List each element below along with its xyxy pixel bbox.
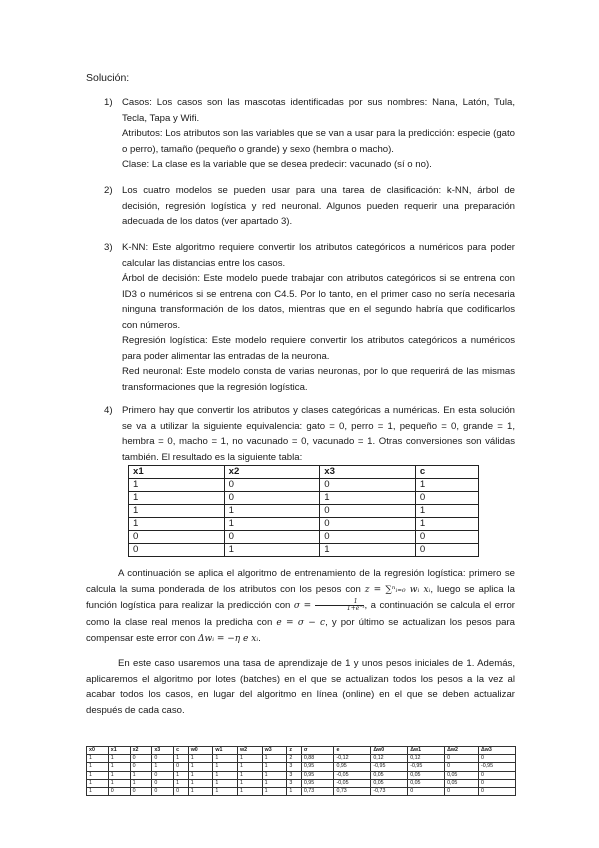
table-cell: -0,05 bbox=[334, 779, 371, 787]
table-cell: 1 bbox=[188, 787, 213, 795]
learning-rate-paragraph bbox=[86, 656, 515, 718]
table-cell: 0,05 bbox=[445, 771, 479, 779]
table-cell: 0 bbox=[152, 779, 174, 787]
table-cell: 1 bbox=[108, 779, 130, 787]
table-cell: 1 bbox=[188, 779, 213, 787]
table-cell: 0 bbox=[320, 505, 416, 518]
table-row bbox=[129, 531, 479, 544]
training-text-2: , luego se aplica la función logística para realizar la predicción con bbox=[86, 583, 515, 611]
item-3-regresion: Regresión logística: Este modelo requiere convertir los atributos categóricos a numéricos para poder alimentar las entradas de la neurona. bbox=[122, 335, 515, 362]
table-cell: 1 bbox=[174, 779, 189, 787]
table-cell: 0 bbox=[479, 779, 516, 787]
table-cell: 1 bbox=[262, 779, 287, 787]
solution-heading: Solución: bbox=[86, 72, 130, 84]
item-number: 4) bbox=[104, 405, 113, 416]
list-item-2 bbox=[104, 183, 515, 230]
column-header: w3 bbox=[262, 747, 287, 755]
table-cell: 0,05 bbox=[371, 771, 408, 779]
table-cell: 1 bbox=[174, 755, 189, 763]
list-item-3 bbox=[104, 240, 515, 395]
column-header: e bbox=[334, 747, 371, 755]
table-cell: 1 bbox=[129, 492, 225, 505]
table-cell: 1 bbox=[87, 763, 109, 771]
table-cell: 1 bbox=[87, 771, 109, 779]
table-cell: 0,05 bbox=[408, 771, 445, 779]
table-cell: -0,73 bbox=[371, 787, 408, 795]
item-1-casos: Casos: Los casos son las mascotas identificadas por sus nombres: Nana, Latón, Tula, Tecla, Tapa y Wifi. bbox=[122, 97, 515, 124]
item-2-text: Los cuatro modelos se pueden usar para una tarea de clasificación: k-NN, árbol de decisión, regresión logística y red neuronal. Algunos pueden requerir una preparación adecuada de los datos (ver apartado 3). bbox=[122, 185, 515, 227]
column-header: x2 bbox=[224, 466, 320, 479]
learning-rate-text: En este caso usaremos una tasa de aprendizaje de 1 y unos pesos iniciales de 1. Además, aplicaremos el algoritmo por lotes (batches) en el que se actualizan todos los pesos a la vez al acabar todos los casos, en lugar del algoritmo en línea (online) en el que se deben actualizar después de cada caso. bbox=[86, 658, 515, 716]
table-cell: 0,95 bbox=[334, 763, 371, 771]
table-cell: 1 bbox=[213, 755, 238, 763]
item-3-knn: K-NN: Este algoritmo requiere convertir los atributos categóricos a numéricos para poder calcular las distancias entre los casos. bbox=[122, 242, 515, 269]
column-header: x1 bbox=[108, 747, 130, 755]
table-cell: 0,73 bbox=[301, 787, 334, 795]
table-cell: 0 bbox=[108, 787, 130, 795]
table-cell: 1 bbox=[213, 779, 238, 787]
table-cell: 0,05 bbox=[445, 779, 479, 787]
table-cell: 1 bbox=[287, 787, 302, 795]
table-cell: 0 bbox=[320, 518, 416, 531]
table-cell: 3 bbox=[287, 779, 302, 787]
table-cell: 0,95 bbox=[301, 779, 334, 787]
list-item-1 bbox=[104, 95, 515, 173]
table-cell: 0 bbox=[408, 787, 445, 795]
training-table bbox=[86, 746, 516, 796]
table-header-row bbox=[129, 466, 479, 479]
table-cell: 0,12 bbox=[408, 755, 445, 763]
item-3-arbol: Árbol de decisión: Este modelo puede trabajar con atributos categóricos si se entrena con ID3 o numéricos si se entrena con C4.5. Por lo tanto, en el primer caso no sería necesaria ninguna transformación de los datos, mientras que en el segundo habría que codificarlos con números. bbox=[122, 273, 515, 331]
training-text-4: , y por último se actualizan los pesos para compensar este error con bbox=[86, 616, 515, 644]
table-cell: 0,05 bbox=[371, 779, 408, 787]
table-row bbox=[129, 518, 479, 531]
column-header: Δw0 bbox=[371, 747, 408, 755]
table-cell: 1 bbox=[130, 771, 152, 779]
table-cell: 1 bbox=[129, 518, 225, 531]
table-cell: 0 bbox=[479, 771, 516, 779]
training-text-5: . bbox=[258, 633, 261, 644]
table-cell: 0 bbox=[224, 492, 320, 505]
column-header: w0 bbox=[188, 747, 213, 755]
column-header: w1 bbox=[213, 747, 238, 755]
table-cell: 0 bbox=[320, 531, 416, 544]
item-number: 3) bbox=[104, 242, 113, 253]
column-header: Δw1 bbox=[408, 747, 445, 755]
table-cell: 0 bbox=[415, 531, 478, 544]
table-row bbox=[87, 763, 516, 771]
table-cell: 1 bbox=[415, 518, 478, 531]
column-header: x1 bbox=[129, 466, 225, 479]
table-row bbox=[87, 787, 516, 795]
column-header: x0 bbox=[87, 747, 109, 755]
column-header: z bbox=[287, 747, 302, 755]
table-row bbox=[87, 779, 516, 787]
item-number: 1) bbox=[104, 97, 113, 108]
table-cell: 3 bbox=[287, 771, 302, 779]
table-cell: -0,95 bbox=[371, 763, 408, 771]
update-equation: Δwᵢ = −η e xᵢ bbox=[197, 634, 259, 644]
table-cell: 0 bbox=[152, 787, 174, 795]
table-cell: 3 bbox=[287, 763, 302, 771]
table-cell: 1 bbox=[87, 787, 109, 795]
table-cell: 1 bbox=[152, 763, 174, 771]
column-header: x3 bbox=[152, 747, 174, 755]
table-cell: 1 bbox=[238, 779, 263, 787]
table-row bbox=[87, 755, 516, 763]
table-cell: 2 bbox=[287, 755, 302, 763]
table-cell: 0 bbox=[130, 755, 152, 763]
table-cell: 1 bbox=[129, 505, 225, 518]
table-cell: 1 bbox=[238, 763, 263, 771]
table-cell: 0,95 bbox=[301, 771, 334, 779]
table-cell: 1 bbox=[320, 492, 416, 505]
table-cell: 0,12 bbox=[371, 755, 408, 763]
table-cell: 1 bbox=[87, 755, 109, 763]
table-cell: 0 bbox=[479, 787, 516, 795]
table-cell: 1 bbox=[320, 544, 416, 557]
table-cell: 0 bbox=[415, 492, 478, 505]
table-cell: 0 bbox=[129, 531, 225, 544]
column-header: w2 bbox=[238, 747, 263, 755]
table-row bbox=[129, 492, 479, 505]
column-header: x2 bbox=[130, 747, 152, 755]
table-row bbox=[129, 479, 479, 492]
table-cell: 0 bbox=[174, 787, 189, 795]
table-cell: 1 bbox=[188, 771, 213, 779]
table-cell: 0,95 bbox=[301, 763, 334, 771]
table-cell: 1 bbox=[174, 771, 189, 779]
table-cell: 1 bbox=[262, 771, 287, 779]
item-number: 2) bbox=[104, 185, 113, 196]
table-cell: 1 bbox=[129, 479, 225, 492]
table-cell: 0 bbox=[415, 544, 478, 557]
table-cell: 0 bbox=[152, 755, 174, 763]
table-cell: 1 bbox=[108, 771, 130, 779]
table-cell: 0,05 bbox=[408, 779, 445, 787]
training-text-3: , a continuación se calcula el error como la clase real menos la predicha con bbox=[86, 600, 515, 628]
table-cell: 0 bbox=[174, 763, 189, 771]
table-cell: 1 bbox=[224, 505, 320, 518]
item-1-clase: Clase: La clase es la variable que se desea predecir: vacunado (sí o no). bbox=[122, 159, 432, 170]
table-cell: 1 bbox=[224, 518, 320, 531]
table-cell: 0 bbox=[320, 479, 416, 492]
weighted-sum-equation: z = ∑ⁿᵢ₌₀ wᵢ xᵢ bbox=[364, 584, 431, 595]
table-cell: 1 bbox=[188, 763, 213, 771]
table-row bbox=[87, 771, 516, 779]
table-cell: 1 bbox=[87, 779, 109, 787]
table-header-row bbox=[87, 747, 516, 755]
table-cell: 0 bbox=[479, 755, 516, 763]
table-cell: -0,05 bbox=[334, 771, 371, 779]
table-cell: 1 bbox=[415, 479, 478, 492]
list-item-4 bbox=[104, 403, 515, 465]
table-cell: 0 bbox=[152, 771, 174, 779]
table-cell: 1 bbox=[213, 763, 238, 771]
table-cell: 1 bbox=[224, 544, 320, 557]
training-paragraph bbox=[86, 566, 515, 648]
table-cell: 1 bbox=[108, 755, 130, 763]
table-cell: 0 bbox=[129, 544, 225, 557]
sigmoid-lhs: σ = bbox=[293, 601, 315, 611]
table-cell: 1 bbox=[262, 755, 287, 763]
table-cell: -0,12 bbox=[334, 755, 371, 763]
table-cell: 0,73 bbox=[334, 787, 371, 795]
table-cell: 1 bbox=[213, 771, 238, 779]
item-3-red: Red neuronal: Este modelo consta de varias neuronas, por lo que requerirá de las mismas transformaciones que la regresión logística. bbox=[122, 366, 515, 393]
table-cell: 1 bbox=[238, 755, 263, 763]
column-header: c bbox=[415, 466, 478, 479]
table-cell: 1 bbox=[238, 771, 263, 779]
table-cell: 1 bbox=[262, 787, 287, 795]
training-text-1: A continuación se aplica el algoritmo de entrenamiento de la regresión logística: primero se calcula la suma ponderada de los atributos con los pesos con bbox=[86, 568, 515, 595]
table-cell: 0 bbox=[224, 479, 320, 492]
table-cell: 0 bbox=[130, 763, 152, 771]
table-cell: -0,95 bbox=[479, 763, 516, 771]
table-cell: 0,88 bbox=[301, 755, 334, 763]
table-cell: -0,95 bbox=[408, 763, 445, 771]
table-cell: 1 bbox=[188, 755, 213, 763]
table-cell: 1 bbox=[213, 787, 238, 795]
table-cell: 0 bbox=[130, 787, 152, 795]
table-cell: 1 bbox=[108, 763, 130, 771]
table-cell: 0 bbox=[445, 763, 479, 771]
table-cell: 1 bbox=[262, 763, 287, 771]
conversion-table bbox=[128, 465, 479, 557]
table-row bbox=[129, 544, 479, 557]
column-header: Δw2 bbox=[445, 747, 479, 755]
table-cell: 0 bbox=[224, 531, 320, 544]
table-cell: 0 bbox=[445, 787, 479, 795]
table-cell: 0 bbox=[445, 755, 479, 763]
table-row bbox=[129, 505, 479, 518]
table-cell: 1 bbox=[238, 787, 263, 795]
table-cell: 1 bbox=[415, 505, 478, 518]
error-equation: e = σ − c bbox=[276, 617, 326, 628]
sigmoid-denominator: 1+e⁻ᶻ bbox=[346, 604, 365, 612]
column-header: c bbox=[174, 747, 189, 755]
column-header: x3 bbox=[320, 466, 416, 479]
sigmoid-numerator: 1 bbox=[315, 599, 365, 606]
sigmoid-fraction bbox=[315, 599, 365, 612]
item-1-atributos: Atributos: Los atributos son las variables que se van a usar para la predicción: especie (gato o perro), tamaño (pequeño o grande) y sexo (hembra o macho). bbox=[122, 128, 515, 155]
column-header: Δw3 bbox=[479, 747, 516, 755]
item-4-text: Primero hay que convertir los atributos y clases categóricas a numéricas. En esta solución se va a utilizar la siguiente equivalencia: gato = 0, perro = 1, pequeño = 0, grande = 1, hembra = 0, macho = 1, no vacunado = 0, vacunado = 1. Otras conversiones son válidas también. El resultado es la siguiente tabla: bbox=[122, 405, 515, 463]
column-header: σ bbox=[301, 747, 334, 755]
table-cell: 1 bbox=[130, 779, 152, 787]
